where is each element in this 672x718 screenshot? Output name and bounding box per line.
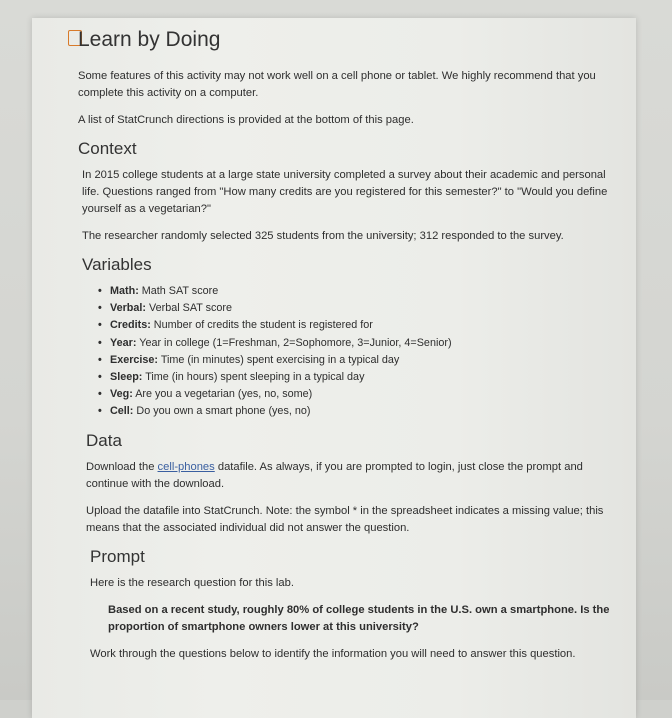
upload-paragraph: Upload the datafile into StatCrunch. Note: the symbol * in the spreadsheet indicates a missing value; this means that the associated individual did not answer the question.: [86, 504, 604, 534]
variable-label: Verbal:: [110, 302, 147, 315]
variable-desc: Time (in minutes) spent exercising in a typical day: [160, 353, 400, 366]
variable-desc: Number of credits the student is registered for: [153, 319, 373, 332]
variable-label: Veg:: [110, 388, 133, 401]
page-title: Learn by Doing: [78, 28, 221, 51]
prompt-intro: Here is the research question for this lab.: [90, 576, 294, 589]
download-text-post: datafile. As always, if you are prompted to login, just close the prompt and continue with the download.: [86, 460, 583, 490]
variable-item: [98, 403, 618, 420]
variable-desc: Year in college (1=Freshman, 2=Sophomore, 3=Junior, 4=Senior): [139, 336, 452, 349]
download-text-pre: Download the: [86, 460, 158, 473]
directions-note: A list of StatCrunch directions is provided at the bottom of this page.: [78, 114, 414, 126]
variable-item: [98, 283, 618, 300]
variable-label: Year:: [110, 336, 137, 349]
sampling-paragraph: The researcher randomly selected 325 students from the university; 312 responded to the survey.: [82, 230, 564, 242]
variable-item: [98, 335, 618, 352]
variable-item: [98, 386, 618, 403]
variable-desc: Are you a vegetarian (yes, no, some): [135, 388, 313, 401]
variable-desc: Time (in hours) spent sleeping in a typical day: [145, 371, 365, 384]
variable-item: [98, 300, 618, 317]
variable-desc: Verbal SAT score: [149, 302, 233, 315]
data-heading: Data: [86, 430, 122, 450]
variable-item: [98, 352, 618, 369]
work-instructions: Work through the questions below to identify the information you will need to answer this question.: [90, 647, 576, 660]
variable-label: Cell:: [110, 405, 134, 418]
variables-heading: Variables: [82, 255, 152, 274]
variable-label: Sleep:: [110, 371, 143, 384]
device-warning: Some features of this activity may not work well on a cell phone or tablet. We highly recommend that you complete this activity on a computer.: [78, 70, 596, 99]
variable-label: Exercise:: [110, 353, 159, 366]
variable-label: Math:: [110, 285, 139, 297]
research-question: Based on a recent study, roughly 80% of college students in the U.S. own a smartphone. Is the proportion of smartphone owners lower at this university?: [108, 603, 610, 633]
variable-item: [98, 317, 618, 334]
cell-phones-link[interactable]: cell-phones: [157, 460, 215, 473]
variables-list: [86, 283, 618, 421]
main-content: [78, 28, 618, 673]
prompt-heading: Prompt: [90, 546, 145, 566]
variable-desc: Math SAT score: [141, 285, 219, 297]
download-paragraph: [86, 459, 618, 493]
variable-label: Credits:: [110, 319, 151, 332]
variable-desc: Do you own a smart phone (yes, no): [136, 405, 311, 418]
context-heading: Context: [78, 139, 137, 158]
variable-item: [98, 369, 618, 386]
context-paragraph: In 2015 college students at a large state university completed a survey about their academic and personal life. Questions ranged from "How many credits are you registered for this semester?" to "Would you define yourself as a vegetarian?": [82, 169, 608, 215]
